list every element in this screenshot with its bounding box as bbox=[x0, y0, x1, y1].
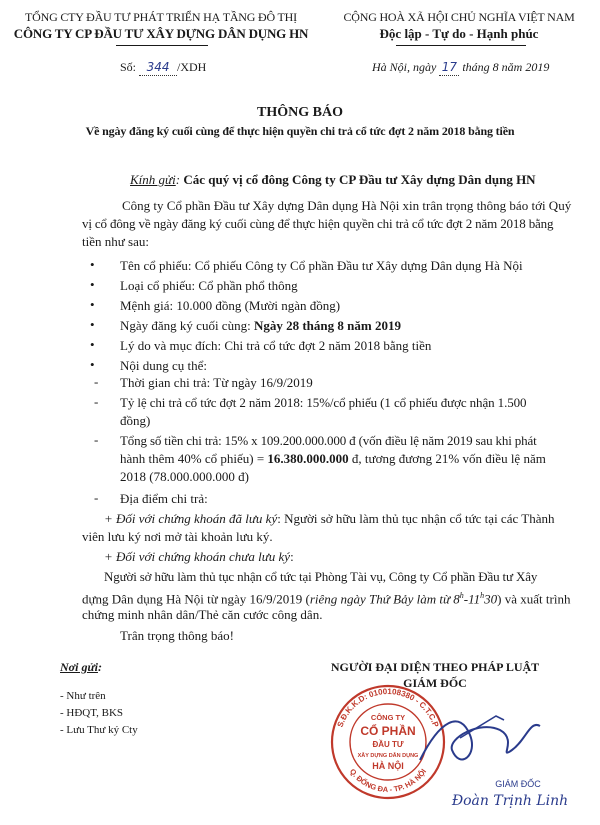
undeposited-2-sup2: h bbox=[480, 591, 485, 600]
bullet-glyph: • bbox=[90, 277, 95, 292]
bullet-glyph: • bbox=[90, 357, 95, 372]
representative-title: NGƯỜI ĐẠI DIỆN THEO PHÁP LUẬT bbox=[330, 660, 540, 674]
list-item: - Lưu Thư ký Cty bbox=[60, 724, 138, 736]
list-item: - HĐQT, BKS bbox=[60, 707, 124, 719]
signature-scribble bbox=[400, 700, 560, 790]
total-line-2-c: đ, tương đương 21% vốn điều lệ năm bbox=[351, 451, 546, 466]
org-underline bbox=[116, 45, 208, 46]
bullet-glyph: • bbox=[90, 337, 95, 352]
total-line-2 bbox=[120, 450, 546, 468]
dash-glyph: - bbox=[94, 432, 99, 447]
deposited-label: + Đối với chứng khoán đã lưu ký bbox=[104, 511, 278, 526]
bullet-glyph: • bbox=[90, 257, 95, 272]
total-line-2-a: hành thêm 40% cổ phiếu) = bbox=[120, 451, 265, 466]
doc-title: THÔNG BÁO bbox=[257, 105, 343, 120]
undeposited-2-e: ) và xuất trình bbox=[497, 591, 571, 607]
ratio-line-1: Tỷ lệ chi trả cổ tức đợt 2 năm 2018: 15%/cổ phiếu (1 cổ phiếu được nhận 1.500 bbox=[120, 395, 527, 410]
undeposited-2-sup1: h bbox=[459, 591, 464, 600]
item-stock-type: Loại cổ phiếu: Cổ phần phổ thông bbox=[120, 278, 298, 293]
signer-name: Đoàn Trịnh Linh bbox=[451, 793, 569, 809]
stamp-ring-text: S.Đ.K.K.D: 0100108380 - C.T.C.P bbox=[335, 686, 441, 729]
recipients-label: Nơi gửi bbox=[60, 660, 98, 674]
deposited-text: : Người sở hữu làm thủ tục nhận cổ tức tại các Thành bbox=[277, 511, 555, 526]
position-title: GIÁM ĐỐC bbox=[403, 676, 467, 690]
dash-glyph: - bbox=[94, 490, 99, 505]
deposited-line-1 bbox=[104, 510, 554, 528]
ratio-line-2: đồng) bbox=[120, 413, 151, 428]
closing: Trân trọng thông báo! bbox=[120, 628, 234, 643]
addressee-label: Kính gửi bbox=[130, 172, 176, 187]
recipients-heading bbox=[60, 660, 102, 675]
pay-time: Thời gian chi trả: Từ ngày 16/9/2019 bbox=[120, 375, 313, 390]
addressee bbox=[130, 172, 536, 188]
doc-subtitle: Về ngày đăng ký cuối cùng để thực hiện quyền chi trả cổ tức đợt 2 năm 2018 bằng tiền bbox=[85, 124, 515, 138]
item-purpose: Lý do và mục đích: Chi trả cổ tức đợt 2 năm 2018 bằng tiền bbox=[120, 338, 432, 353]
undeposited-colon: : bbox=[290, 549, 294, 564]
date-prefix: Hà Nội, ngày bbox=[372, 60, 437, 74]
nation-motto: Độc lập - Tự do - Hạnh phúc bbox=[379, 26, 539, 41]
undeposited-2-a: dựng Dân dụng Hà Nội từ ngày 16/9/2019 ( bbox=[82, 591, 310, 607]
stamp-center-3: ĐẦU TƯ bbox=[372, 740, 404, 749]
dash-glyph: - bbox=[94, 394, 99, 409]
total-line-3: 2018 (78.000.000.000 đ) bbox=[120, 469, 249, 484]
total-amount: 16.380.000.000 bbox=[267, 451, 349, 466]
undeposited-2-d: 30 bbox=[484, 591, 498, 607]
stamp-center-5: HÀ NỘI bbox=[372, 761, 404, 771]
undeposited-2-c: -11 bbox=[463, 591, 481, 607]
record-date-value: Ngày 28 tháng 8 năm 2019 bbox=[253, 318, 401, 333]
org-parent: TỔNG CTY ĐẦU TƯ PHÁT TRIỂN HẠ TẦNG ĐÔ THỊ bbox=[25, 10, 297, 24]
bullet-glyph: • bbox=[90, 297, 95, 312]
date-day: 17 bbox=[441, 60, 457, 74]
doc-number-value: 344 bbox=[146, 60, 170, 74]
motto-underline bbox=[396, 45, 526, 46]
doc-number bbox=[120, 60, 206, 76]
item-record-date bbox=[120, 317, 401, 335]
intro-line-3: tiền như sau: bbox=[82, 234, 149, 249]
intro-line-2: vị cổ đông về ngày đăng ký cuối cùng để thực hiện quyền chi trả cổ tức đợt 2 năm 2018 bằng bbox=[82, 216, 554, 231]
pay-place: Địa điểm chi trả: bbox=[120, 491, 208, 506]
dash-glyph: - bbox=[94, 374, 99, 389]
recipients-list bbox=[60, 688, 138, 739]
signer-title: GIÁM ĐỐC bbox=[495, 779, 541, 789]
stamp-bottom-text: Q. ĐỐNG ĐA - TP. HÀ NỘI bbox=[347, 767, 429, 795]
doc-number-suffix: /XDH bbox=[177, 60, 207, 74]
stamp-center-1: CÔNG TY bbox=[370, 713, 406, 722]
item-content-label: Nội dung cụ thể: bbox=[120, 358, 208, 373]
item-stock-name: Tên cổ phiếu: Cổ phiếu Công ty Cổ phần Đầu tư Xây dựng Dân dụng Hà Nội bbox=[120, 258, 523, 273]
total-line-1: Tổng số tiền chi trả: 15% x 109.200.000.000 đ (vốn điều lệ năm 2019 sau khi phát bbox=[120, 433, 537, 448]
stamp-center-4: XÂY DỰNG DÂN DỤNG bbox=[357, 753, 419, 759]
doc-date bbox=[372, 60, 549, 76]
intro-line-1: Công ty Cổ phần Đầu tư Xây dựng Dân dụng Hà Nội xin trân trọng thông báo tới Quý bbox=[122, 198, 572, 213]
undeposited-line-1: Người sở hữu làm thủ tục nhận cổ tức tại Phòng Tài vụ, Công ty Cổ phần Đầu tư Xây bbox=[104, 569, 538, 584]
item-par-value: Mệnh giá: 10.000 đồng (Mười ngàn đồng) bbox=[120, 298, 341, 313]
undeposited-line-3: chứng minh nhân dân/Thẻ căn cước công dân. bbox=[82, 607, 323, 622]
addressee-colon: : bbox=[175, 172, 181, 187]
addressee-text: Các quý vị cổ đông Công ty CP Đầu tư Xây dựng Dân dụng HN bbox=[183, 172, 536, 187]
list-item: - Như trên bbox=[60, 690, 106, 702]
undeposited-heading bbox=[104, 548, 294, 566]
undeposited-2-b: riêng ngày Thứ Bảy làm từ 8 bbox=[309, 591, 460, 607]
nation-name: CỘNG HOÀ XÃ HỘI CHỦ NGHĨA VIỆT NAM bbox=[343, 10, 575, 24]
bullet-glyph: • bbox=[90, 317, 95, 332]
undeposited-label: + Đối với chứng khoán chưa lưu ký bbox=[104, 549, 291, 564]
date-suffix: tháng 8 năm 2019 bbox=[462, 60, 550, 74]
org-name: CÔNG TY CP ĐẦU TƯ XÂY DỰNG DÂN DỤNG HN bbox=[13, 26, 309, 41]
stamp-center-2: CỔ PHẦN bbox=[360, 724, 416, 738]
recipients-colon: : bbox=[97, 660, 102, 674]
record-date-label: Ngày đăng ký cuối cùng: bbox=[120, 318, 251, 333]
doc-number-prefix: Số: bbox=[120, 60, 137, 74]
deposited-line-2: viên lưu ký nơi mở tài khoản lưu ký. bbox=[82, 529, 273, 544]
